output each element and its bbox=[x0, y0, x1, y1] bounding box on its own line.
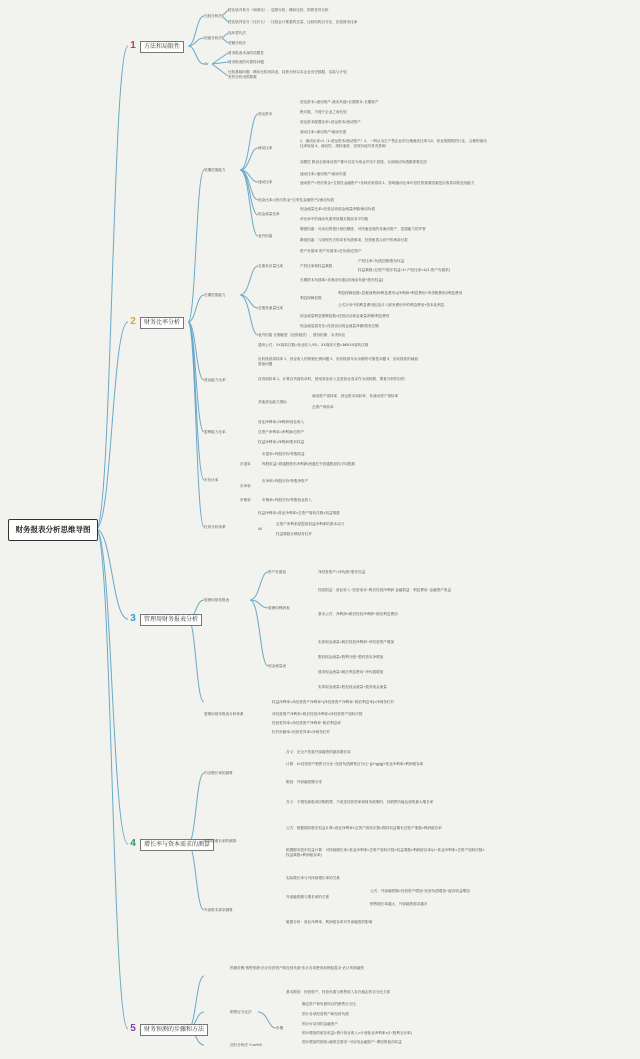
s2-pr-1: 营业净利率=净利润/营业收入 bbox=[258, 420, 305, 424]
s3-income-statement[interactable]: 管理用利润表 bbox=[268, 606, 290, 610]
s2-int-1: 利息保障倍数=息税前利润/利息费用=(净利润+利息费用+所得税费用)/利息费用 bbox=[338, 291, 463, 295]
s4-sg-2: 公式：根据期初股东权益计算=营业净利率×总资产周转次数×期初权益期末总资产乘数×利润留存率 bbox=[286, 826, 442, 830]
section-3-label: 管理用财务报表分析 bbox=[140, 614, 202, 626]
s4-sg-1: 含义：不增发新股或回购股票，不改变经营效率和财务政策时，其销售所能达到的最大增长率 bbox=[286, 800, 434, 804]
s2-op-2: 应收账款周转率 1、营业收入的赊销比例问题 2、应收账款年末余额的可靠性问题 3、应收账款的减值准备问题 bbox=[258, 357, 418, 366]
s2-pe-1: 市盈率=每股市价/每股收益 bbox=[262, 452, 305, 456]
s2-du-4: 权益乘数反映财务杠杆 bbox=[276, 532, 312, 536]
s4-ec-3: 销售增长率越大，外部融资需求越多 bbox=[370, 902, 428, 906]
s5-step-5: 预计增加的借款=融资总需求−可动用金融资产−增加的留存收益 bbox=[302, 1040, 402, 1044]
s4-ig-2: 计算：0=经营资产销售百分比−经营负债销售百分比−[(1+g)/g]×营业净利率×利润留存率 bbox=[286, 762, 424, 766]
s1-limits-1: 财务报表本身的局限性 bbox=[228, 51, 264, 55]
s5-step-2: 预计各项经营资产和经营负债 bbox=[302, 1012, 349, 1016]
s1-compare[interactable]: 比较分析法 bbox=[204, 14, 222, 18]
s1-factor-1: 连环替代法 bbox=[228, 31, 246, 35]
s5-percent-of-sales[interactable]: 销售百分比法 bbox=[230, 1010, 252, 1014]
s2-interest-cover[interactable]: 利息保障倍数 bbox=[300, 296, 322, 300]
s2-cr-1: 流动比率=流动资产/流动负债 bbox=[300, 130, 347, 134]
s3-cf-2: 股权现金流量=股利分配−股权资本净增加 bbox=[318, 655, 384, 659]
s2-pe[interactable]: 市盈率 bbox=[240, 462, 251, 466]
s2-int-2: 公式分母中的利息费用包括计入财务费用中的利息费用+资本化利息 bbox=[338, 303, 445, 307]
s2-pb[interactable]: 市净率 bbox=[240, 484, 251, 488]
section-1-number: 1 bbox=[130, 40, 136, 51]
section-2[interactable] bbox=[128, 316, 184, 329]
s2-dr-1: 资产负债率 资产负债率=总负债/总资产 bbox=[300, 249, 362, 253]
section-4-label: 增长率与资本需求的测算 bbox=[140, 839, 214, 851]
s2-cfr-1: 现金流量比率=经营活动现金流量净额/流动负债 bbox=[300, 207, 375, 211]
s2-qr-2: 速动资产=货币资金+交易性金融资产+各种应收款项 1、影响速动比率可信性的重要因素是应收款项的变现能力 bbox=[300, 181, 475, 185]
section-2-label: 财务比率分析 bbox=[140, 317, 184, 329]
s3-cash-flow[interactable]: 现金流量表 bbox=[268, 664, 286, 668]
s5-step-4: 预计增加的留存收益=预计营业收入×计划营业净利率×(1−股利支付率) bbox=[302, 1031, 412, 1035]
s2-cf-debt: 现金流量债务比=经营活动现金流量净额/债务总额 bbox=[300, 324, 379, 328]
s2-working-capital[interactable]: 营运资本 bbox=[258, 112, 273, 116]
s2-op-1: 通用公式：XX周转次数=营业收入/XX；XX周转天数=365/XX周转次数 bbox=[258, 343, 369, 347]
s5-step-1: 确定资产和负债项目的销售百分比 bbox=[302, 1002, 356, 1006]
s2-current-ratio[interactable]: 流动比率 bbox=[258, 146, 273, 150]
s1-limits[interactable]: 4V bbox=[204, 62, 209, 66]
s4-ec-2: 公式：外部融资额=经营资产增加−经营负债增加−留存收益增加 bbox=[370, 889, 470, 893]
s1-compare-1: 按比较对象分（和谁比）：趋势分析、横向比较、预算差异分析 bbox=[228, 8, 329, 12]
s3-cf-4: 实体现金流量=股权现金流量+债务现金流量 bbox=[318, 685, 387, 689]
s4-sg-4: 实际增长率与可持续增长率的关系 bbox=[286, 876, 340, 880]
s1-limits-3: 比较基础问题：横向比较用同业、趋势分析以本企业历史数据、实际与计划差异分析用预算数 bbox=[228, 70, 347, 79]
s2-cr-3: 局限性 假设全部流动资产都可以变为现金并用于偿债，全部流动负债都需要还清 bbox=[300, 160, 427, 164]
s5-regression[interactable]: 回归分析法 Y=a+bX bbox=[230, 1043, 262, 1047]
s1-compare-2: 按比较内容分（比什么）：比较会计要素的总量、比较结构百分比、比较财务比率 bbox=[228, 20, 358, 24]
s2-wc-1: 营运资本=流动资产-流动负债=长期资本-长期资产 bbox=[300, 100, 379, 104]
s2-lt-offbalance: 表外因素 长期租赁（经营租赁）、债务担保、未决诉讼 bbox=[258, 333, 346, 337]
s4-external-capital[interactable]: 外部资本需求测算 bbox=[204, 908, 233, 912]
section-5-label: 财务预测的步骤和方法 bbox=[140, 1024, 208, 1036]
s3-statements[interactable]: 管理用财务报表 bbox=[204, 598, 230, 602]
s3-an-4: 杠杆贡献率=经营差异率×净财务杠杆 bbox=[272, 730, 331, 734]
s2-du-1: 权益净利率=营业净利率×总资产周转次数×权益乘数 bbox=[258, 511, 340, 515]
s2-qr-1: 速动比率=速动资产/流动负债 bbox=[300, 172, 347, 176]
s4-internal-growth[interactable]: 内含增长率的测算 bbox=[204, 771, 233, 775]
s3-cf-1: 实体现金流量=税后经营净利润−净经营资产增加 bbox=[318, 640, 395, 644]
s2-debt-stock[interactable]: 总债务存量比率 bbox=[258, 264, 284, 268]
s3-cf-3: 债务现金流量=税后利息费用−净负债增加 bbox=[318, 670, 384, 674]
s2-op-6: 总资产周转率 bbox=[312, 405, 334, 409]
s2-cfr[interactable]: 现金流量比率 bbox=[258, 212, 280, 216]
s2-wc-3: 营运资本配置比率=营运资本/流动资产 bbox=[300, 120, 361, 124]
s2-offbalance[interactable]: 表外因素 bbox=[258, 234, 273, 238]
s2-short-term[interactable]: 短期偿债能力 bbox=[204, 168, 226, 172]
s3-analysis[interactable]: 管理用财务报表分析体系 bbox=[204, 712, 244, 716]
s4-ec-4: 敏感分析：营业净利率、利润留存率对外部融资的影响 bbox=[286, 920, 373, 924]
s5-ps-steps[interactable]: 步骤 bbox=[276, 1026, 284, 1030]
s5-step-3: 预计可动用的金融资产 bbox=[302, 1022, 338, 1026]
s3-is-1: 经营损益：营业收入−经营成本−税后经营净利润 金融损益：利息费用−金融资产收益 bbox=[318, 588, 452, 592]
s2-ps-1: 市销率=每股市价/每股营业收入 bbox=[262, 498, 312, 502]
s2-pe-2: 每股收益=普通股股东净利润/流通在外普通股加权平均股数 bbox=[262, 462, 355, 466]
s5-ps-1: 基本假设：经营资产、经营负债与销售收入存在稳定的百分比关系 bbox=[286, 990, 391, 994]
section-5[interactable] bbox=[128, 1023, 208, 1036]
s2-wc-2: 绝对数，不便于企业之间比较 bbox=[300, 110, 347, 114]
s2-cr-2: 1、流动比率>1（1-营运资本/流动资产）2、一般认为生产型企业的合理流动比率为2。营业周期短的行业，合理的流动比率较低 4、流动性、周转速度、变现价值对其有影响 bbox=[300, 139, 487, 148]
s2-pb-1: 市净率=每股市价/每股净资产 bbox=[262, 479, 309, 483]
s2-op-3: 存货周转率 1、计算存货周转率时，使用营业收入还是营业成本作为周转额，要看分析的目的 bbox=[258, 377, 405, 381]
s2-pr-3: 权益净利率=净利润/股东权益 bbox=[258, 440, 305, 444]
s2-dupont[interactable]: 杜邦分析体系 bbox=[204, 525, 226, 529]
s2-dr-2: 产权比率和权益乘数 bbox=[300, 264, 333, 268]
s2-debt-flow[interactable]: 总债务流量比率 bbox=[258, 306, 284, 310]
section-5-number: 5 bbox=[130, 1023, 136, 1034]
s2-dr-3: 产权比率=负债总额/股东权益 bbox=[358, 259, 405, 263]
root-node[interactable]: 财务报表分析思维导图 bbox=[8, 519, 98, 541]
s2-quick-ratio[interactable]: 速动比率 bbox=[258, 180, 273, 184]
s2-profitability[interactable]: 盈利能力比率 bbox=[204, 430, 226, 434]
section-4-number: 4 bbox=[130, 838, 136, 849]
s2-cfr-2: 该比率中的流动负债采用期末数而非平均数 bbox=[300, 217, 369, 221]
s3-an-2: 净经营资产净利率=税后经营净利率×净经营资产周转次数 bbox=[272, 712, 363, 716]
s2-pr-2: 总资产净利率=净利润/总资产 bbox=[258, 430, 305, 434]
s2-operating[interactable]: 营运能力比率 bbox=[204, 378, 226, 382]
s3-is-2: 基本公式：净利润=税后经营净利润−税后利息费用 bbox=[318, 612, 398, 616]
s4-ig-1: 含义：完全不依靠外部融资的最高增长率 bbox=[286, 750, 351, 754]
s4-sustainable-growth[interactable]: 可持续增长率的测算 bbox=[204, 839, 237, 843]
s4-sg-3: 根据期末股东权益计算：可持续增长率=营业净利率×总资产周转次数×权益乘数×利润留存率/(1−营业净利率×总资产周转次数×权益乘数×利润留存率) bbox=[286, 848, 485, 857]
s2-dr-5: 长期资本负债率=非流动负债/(非流动负债+股东权益) bbox=[300, 278, 384, 282]
s2-dr-4: 权益乘数=总资产/股东权益=1+产权比率=1/(1-资产负债率) bbox=[358, 268, 450, 272]
s2-du-3: 总资产净利率是提高权益净利率的基本动力 bbox=[276, 522, 345, 526]
s2-op-4[interactable]: 其他营运能力指标 bbox=[258, 400, 287, 404]
s1-factor[interactable]: 因素分析法 bbox=[204, 36, 222, 40]
s2-market[interactable]: 市价比率 bbox=[204, 478, 219, 482]
section-1-label: 方法和局限性 bbox=[140, 41, 184, 53]
section-2-number: 2 bbox=[130, 316, 136, 327]
s3-an-3: 经营差异率=净经营资产净利率−税后利息率 bbox=[272, 721, 341, 725]
section-3-number: 3 bbox=[130, 613, 136, 624]
s4-ec-1[interactable]: 外部融资额与增长率的关系 bbox=[286, 895, 330, 899]
s2-op-5: 流动资产周转率、营运资本周转率、非流动资产周转率 bbox=[312, 394, 399, 398]
s3-an-1: 权益净利率=净经营资产净利率+(净经营资产净利率−税后利息率)×净财务杠杆 bbox=[272, 700, 395, 704]
section-3[interactable] bbox=[128, 613, 202, 626]
s2-off-2: 降低因素：与担保有关的或有负债事项、经营租赁合同中的承诺付款 bbox=[300, 238, 408, 242]
s2-cash-ratio[interactable]: 现金比率=(货币资金+交易性金融资产)/流动负债 bbox=[258, 198, 334, 202]
s2-cf-interest: 现金流量利息保障倍数=经营活动现金流量净额/利息费用 bbox=[300, 314, 390, 318]
s2-off-1: 增强因素：可动用的银行授信额度、可快速变现的非流动资产、偿债能力的声誉 bbox=[300, 227, 426, 231]
s1-limits-2: 财务报表的可靠性问题 bbox=[228, 60, 264, 64]
s3-bs-1: 净经营资产=净负债+股东权益 bbox=[318, 570, 366, 574]
s4-ig-3: 假设：外部融资额为零 bbox=[286, 780, 322, 784]
s3-balance-sheet[interactable]: 资产负债表 bbox=[268, 570, 286, 574]
section-4[interactable] bbox=[128, 838, 214, 851]
section-1[interactable] bbox=[128, 40, 184, 53]
s1-factor-2: 差额分析法 bbox=[228, 41, 246, 45]
s2-long-term[interactable]: 长期偿债能力 bbox=[204, 293, 226, 297]
s5-steps: 预测步骤 销售预测·估计经营资产和经营负债·估计各项费用和保留盈余·估计所需融资 bbox=[230, 966, 364, 970]
s2-du-2: 4V bbox=[258, 527, 263, 531]
s2-ps[interactable]: 市销率 bbox=[240, 498, 251, 502]
